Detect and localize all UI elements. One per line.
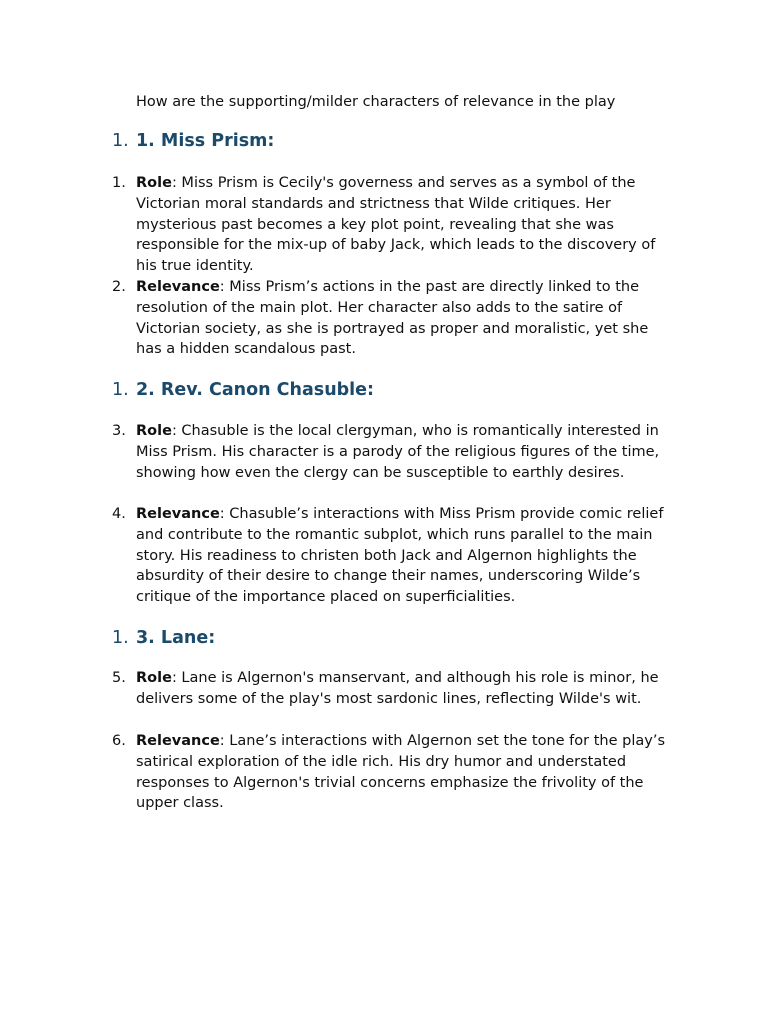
list-number: 4. [112,506,126,522]
list-item [112,504,678,608]
item-term: Role [136,423,172,439]
list-number: 6. [112,733,126,749]
list-item [112,173,678,277]
heading-text: 1. Miss Prism: [136,131,275,151]
item-text: : Miss Prism is Cecily's governess and serves as a symbol of the Victorian moral standards and strictness that Wilde critiques. Her mysterious past becomes a key plot point, revealing that she was responsible for the mix-up of baby Jack, which leads to the discovery of his true identity. [136,175,656,275]
section-heading-lane [112,626,215,650]
list-number: 3. [112,423,126,439]
item-term: Role [136,175,172,191]
heading-list-number: 1. [112,131,129,151]
item-text: : Lane’s interactions with Algernon set the tone for the play’s satirical exploration of the idle rich. His dry humor and understated responses to Algernon's trivial concerns emphasize the frivolity of the upper class. [136,733,665,812]
list-item-body [136,731,678,814]
section-heading-chasuble [112,378,374,402]
list-item [112,731,678,814]
heading-list-number: 1. [112,628,129,648]
list-item-body [136,277,678,360]
list-number: 5. [112,670,126,686]
section-heading-miss-prism [112,129,274,153]
heading-list-number: 1. [112,380,129,400]
list-item-body [136,173,678,277]
list-item-body [136,421,678,483]
item-text: : Chasuble’s interactions with Miss Prism provide comic relief and contribute to the romantic subplot, which runs parallel to the main story. His readiness to christen both Jack and Algernon highlights the absurdity of their desire to change their names, underscoring Wilde’s critique of the importance placed on superficialities. [136,506,664,606]
item-term: Relevance [136,733,220,749]
item-text: : Chasuble is the local clergyman, who is romantically interested in Miss Prism. His character is a parody of the religious figures of the time, showing how even the clergy can be susceptible to earthly desires. [136,423,660,481]
list-item [112,277,678,360]
heading-text: 3. Lane: [136,628,216,648]
item-text: : Miss Prism’s actions in the past are directly linked to the resolution of the main plot. Her character also adds to the satire of Victorian society, as she is portrayed as proper and moralistic, yet she has a hidden scandalous past. [136,279,649,358]
list-number: 2. [112,279,126,295]
list-item [112,668,678,710]
item-text: : Lane is Algernon's manservant, and although his role is minor, he delivers some of the play's most sardonic lines, reflecting Wilde's wit. [136,670,659,707]
list-number: 1. [112,175,126,191]
heading-text: 2. Rev. Canon Chasuble: [136,380,375,400]
item-term: Relevance [136,506,220,522]
intro-question: How are the supporting/milder characters of relevance in the play [136,94,616,110]
list-item-body [136,668,678,710]
list-item-body [136,504,678,608]
item-term: Role [136,670,172,686]
list-item [112,421,678,483]
item-term: Relevance [136,279,220,295]
